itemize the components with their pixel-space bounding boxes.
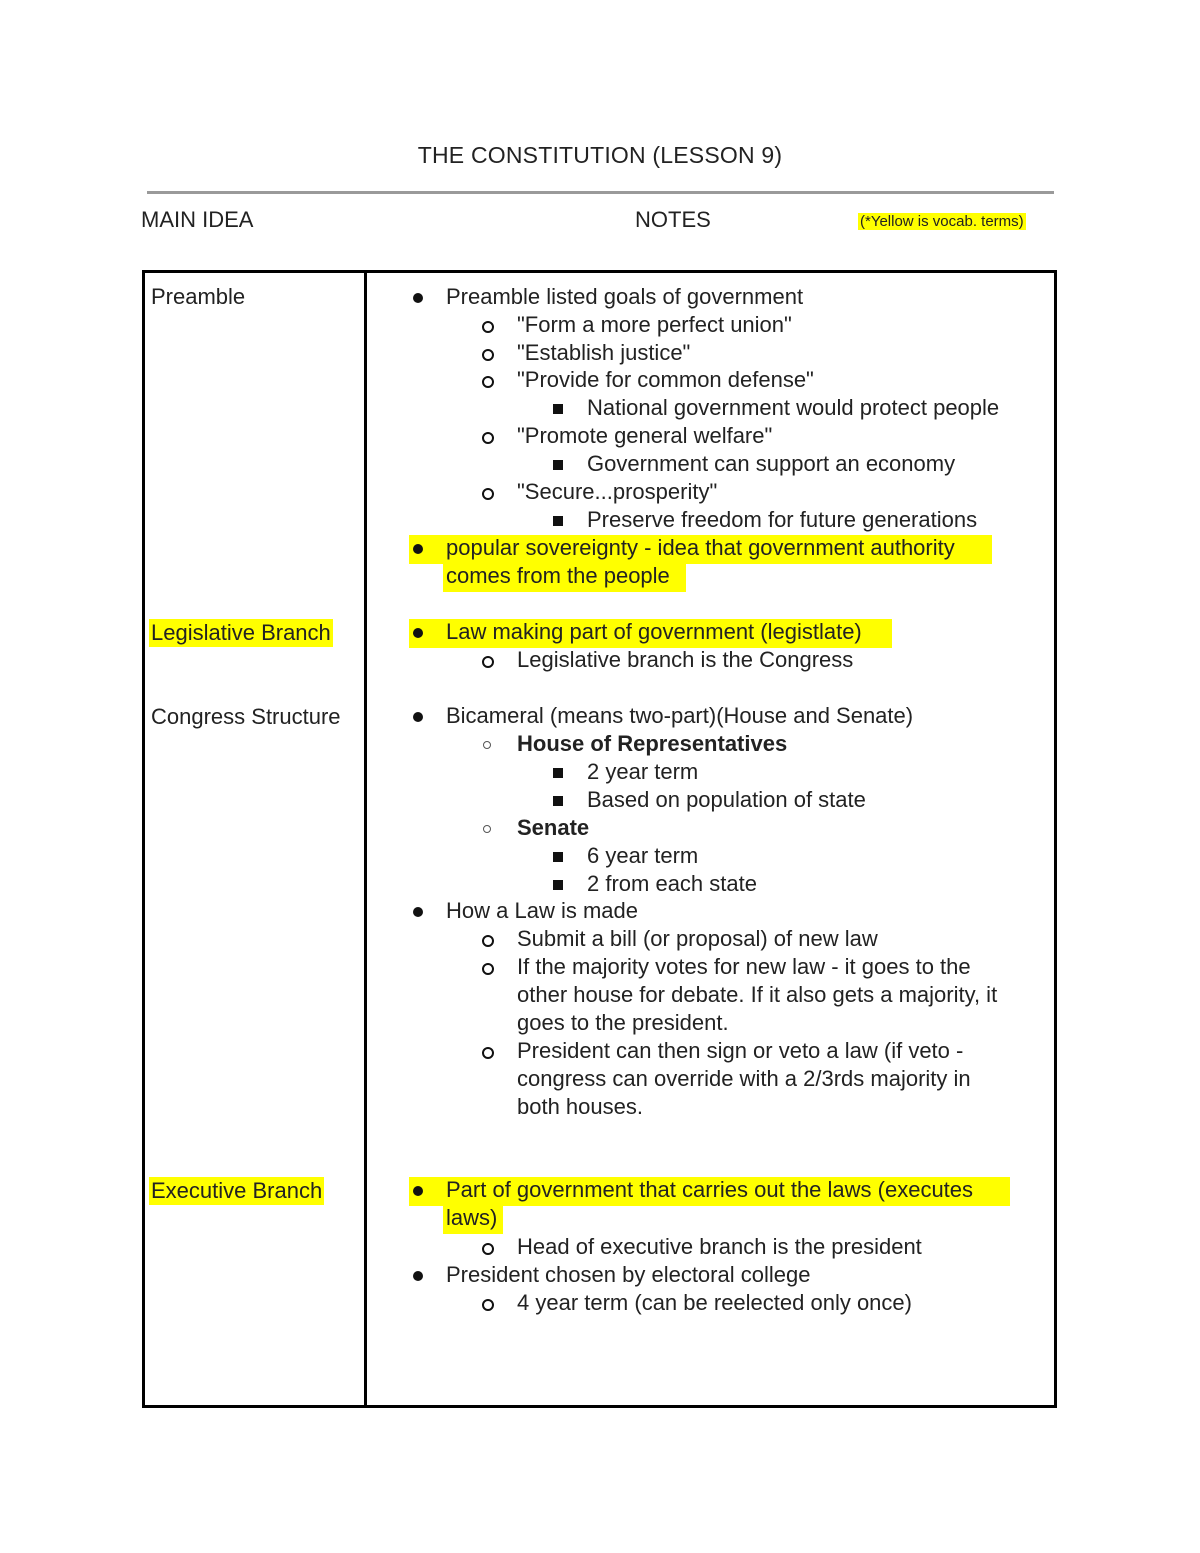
bullet-square-icon bbox=[553, 516, 563, 526]
note-item: Submit a bill (or proposal) of new law bbox=[517, 926, 878, 951]
main-idea-congress: Congress Structure bbox=[151, 704, 341, 729]
bullet-disc-icon bbox=[413, 907, 423, 917]
bullet-square-icon bbox=[553, 768, 563, 778]
vocab-term: Part of government that carries out the laws (executes bbox=[446, 1177, 974, 1202]
column-divider bbox=[364, 270, 367, 1408]
notes-header: NOTES bbox=[635, 207, 711, 232]
main-idea-header: MAIN IDEA bbox=[141, 207, 254, 232]
note-item: How a Law is made bbox=[446, 898, 638, 923]
note-item: If the majority votes for new law - it goes to the bbox=[517, 954, 971, 979]
vocab-term: Law making part of government (legistlate) bbox=[446, 619, 862, 644]
bullet-circle-icon bbox=[482, 488, 494, 500]
note-item: National government would protect people bbox=[587, 395, 1000, 420]
note-item: "Form a more perfect union" bbox=[517, 312, 792, 337]
bullet-circle-icon bbox=[482, 935, 494, 947]
bullet-circle-icon bbox=[483, 825, 491, 833]
note-item: President chosen by electoral college bbox=[446, 1262, 811, 1287]
bullet-circle-icon bbox=[482, 376, 494, 388]
note-item: goes to the president. bbox=[517, 1010, 729, 1035]
page-title: THE CONSTITUTION (LESSON 9) bbox=[417, 142, 783, 168]
bullet-circle-icon bbox=[482, 1243, 494, 1255]
bullet-square-icon bbox=[553, 404, 563, 414]
vocab-legend: (*Yellow is vocab. terms) bbox=[860, 213, 1024, 230]
vocab-term: popular sovereignty - idea that government authority bbox=[446, 535, 955, 560]
bullet-square-icon bbox=[553, 852, 563, 862]
bullet-circle-icon bbox=[483, 741, 491, 749]
bullet-disc-icon bbox=[413, 544, 423, 554]
bullet-disc-icon bbox=[413, 628, 423, 638]
note-item-bold: House of Representatives bbox=[517, 731, 788, 756]
note-item: Head of executive branch is the president bbox=[517, 1234, 922, 1259]
note-item: Preamble listed goals of government bbox=[446, 284, 804, 309]
note-item: 2 from each state bbox=[587, 871, 757, 896]
bullet-disc-icon bbox=[413, 293, 423, 303]
main-idea-legislative: Legislative Branch bbox=[151, 620, 331, 645]
bullet-circle-icon bbox=[482, 432, 494, 444]
bullet-square-icon bbox=[553, 796, 563, 806]
bullet-circle-icon bbox=[482, 321, 494, 333]
vocab-term: comes from the people bbox=[446, 563, 670, 588]
bullet-circle-icon bbox=[482, 963, 494, 975]
note-item: Legislative branch is the Congress bbox=[517, 647, 854, 672]
note-item: congress can override with a 2/3rds majority in bbox=[517, 1066, 971, 1091]
bullet-circle-icon bbox=[482, 656, 494, 668]
note-item-bold: Senate bbox=[517, 815, 590, 840]
note-item: "Establish justice" bbox=[517, 340, 691, 365]
bullet-circle-icon bbox=[482, 1299, 494, 1311]
main-idea-preamble: Preamble bbox=[151, 284, 246, 309]
bullet-circle-icon bbox=[482, 1047, 494, 1059]
bullet-disc-icon bbox=[413, 712, 423, 722]
note-item: both houses. bbox=[517, 1094, 643, 1119]
note-item: 2 year term bbox=[587, 759, 699, 784]
bullet-disc-icon bbox=[413, 1186, 423, 1196]
note-item: "Provide for common defense" bbox=[517, 367, 814, 392]
note-item: 6 year term bbox=[587, 843, 699, 868]
title-divider bbox=[147, 191, 1054, 194]
bullet-square-icon bbox=[553, 460, 563, 470]
bullet-disc-icon bbox=[413, 1271, 423, 1281]
main-idea-executive: Executive Branch bbox=[151, 1178, 323, 1203]
note-item: 4 year term (can be reelected only once) bbox=[517, 1290, 912, 1315]
note-item: Bicameral (means two-part)(House and Senate) bbox=[446, 703, 914, 728]
note-item: other house for debate. If it also gets a majority, it bbox=[517, 982, 998, 1007]
bullet-square-icon bbox=[553, 880, 563, 890]
note-item: "Promote general welfare" bbox=[517, 423, 773, 448]
note-item: Government can support an economy bbox=[587, 451, 956, 476]
note-item: President can then sign or veto a law (if veto - bbox=[517, 1038, 964, 1063]
bullet-circle-icon bbox=[482, 349, 494, 361]
note-item: Preserve freedom for future generations bbox=[587, 507, 978, 532]
note-item: Based on population of state bbox=[587, 787, 866, 812]
note-item: "Secure...prosperity" bbox=[517, 479, 718, 504]
vocab-term: laws) bbox=[446, 1205, 498, 1230]
